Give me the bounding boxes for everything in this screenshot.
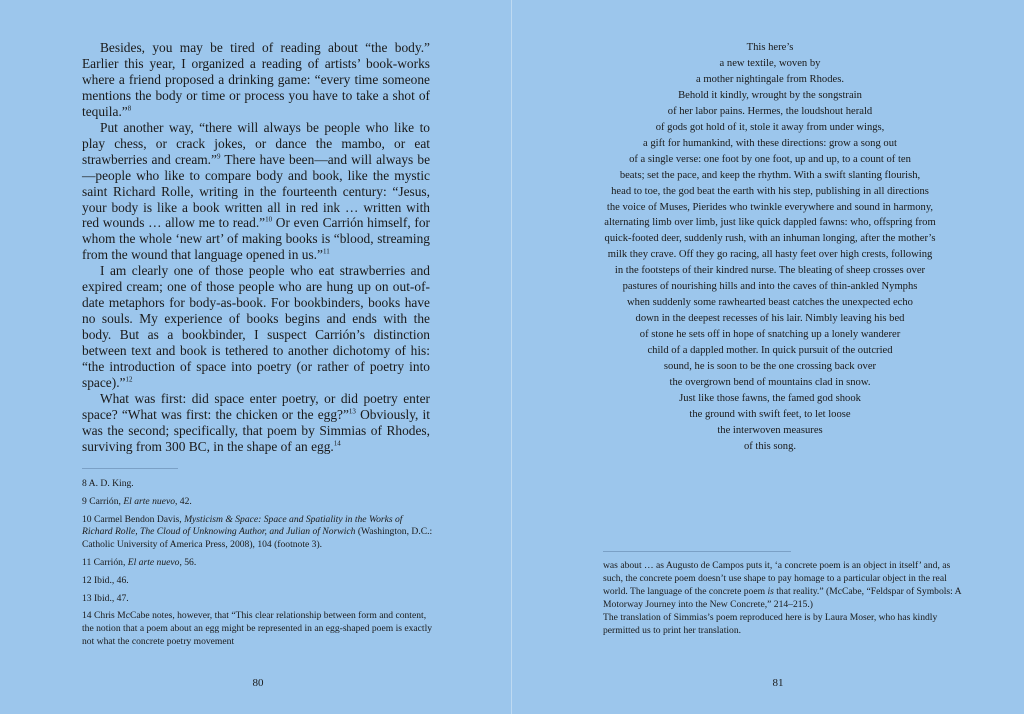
poem-line: of a single verse: one foot by one foot, up and up, to a count of ten [629, 153, 911, 165]
poem-line: beats; set the pace, and keep the rhythm. With a swift slanting flourish, [619, 169, 921, 181]
poem-line: down in the deepest recesses of his lair. Nimbly leaving his bed [635, 313, 905, 325]
poem-line: a mother nightingale from Rhodes. [696, 73, 844, 85]
paragraph-text: Or even Carrión himself, for whom the whole ‘new art’ of making books is “blood, streaming from the wound that language opened in us.” [82, 215, 430, 263]
body-text [82, 40, 430, 455]
page-number: 81 [772, 677, 784, 689]
poem-line: a gift for humankind, with these directions: grow a song out [643, 137, 897, 149]
note-title: Mysticism & Space: Space and Spatiality in the Works of Richard Rolle, The Cloud of Unknowing Author, and Julian of Norwich [82, 513, 403, 538]
footnote-ref[interactable]: 9 [216, 152, 221, 161]
footnote-11 [82, 557, 434, 570]
footnote-ref[interactable]: 13 [348, 407, 356, 416]
footnote-ref[interactable]: 10 [265, 216, 273, 225]
poem-line: milk they crave. Off they go racing, all hasty feet over high crests, following [607, 249, 933, 261]
translation-credit: The translation of Simmias’s poem reproduced here is by Laura Moser, who has kindly permitted us to print her translation. [603, 612, 938, 636]
paragraph-text: What was first: did space enter poetry, or did poetry enter space? “What was first: the chicken or the egg?” [82, 390, 430, 422]
note-text: 11 Carrión, [82, 556, 128, 568]
footnote-14: 14 Chris McCabe notes, however, that “This clear relationship between form and content, the notion that a poem about an egg might be represented in an egg-shaped poem is exactly not what the concrete poetry movement [82, 610, 433, 647]
note-text: , 56. [179, 556, 197, 568]
left-page [0, 0, 511, 714]
note-title: El arte nuevo [123, 495, 175, 507]
footnote-9 [82, 496, 434, 509]
poem-line: a new textile, woven by [719, 57, 821, 69]
note-emphasis: is [767, 586, 774, 597]
right-page [512, 0, 1024, 714]
footnote-ref[interactable]: 11 [322, 247, 330, 256]
poem-line: when suddenly some rawhearted beast catches the unexpected echo [627, 297, 913, 309]
paragraph-1 [82, 40, 430, 120]
footnote-ref[interactable]: 12 [125, 375, 133, 384]
poem-line: pastures of nourishing hills and into the caves of thin-ankled Nymphs [622, 281, 918, 293]
footnote-ref[interactable]: 8 [127, 104, 132, 113]
footnote-divider [82, 468, 178, 469]
poem-line: the voice of Muses, Pierides who twinkle everywhere and sound in harmony, [606, 201, 934, 213]
note-text: , 42. [175, 495, 192, 507]
poem-line: in the footsteps of their kindred nurse. The bleating of sheep crosses over [614, 265, 926, 277]
note-text: 10 Carmel Bendon Davis, [82, 513, 185, 525]
footnote-14-continued [603, 559, 963, 611]
paragraph-3 [82, 263, 430, 391]
poem-line: of stone he sets off in hope of snatching up a lonely wanderer [639, 329, 901, 341]
poem-line: Behold it kindly, wrought by the songstrain [678, 89, 862, 101]
footnote-divider [603, 551, 791, 552]
poem-line: alternating limb over limb, just like quick dappled fawns: who, offspring from [604, 217, 936, 229]
note-text: was about … as Augusto de Campos puts it, ‘a concrete poem is an object in itself’ and, as such, the concrete poem doesn’t use shape to pay homage to a particular object in the real world. The language of the concrete poem [603, 560, 951, 597]
paragraph-text: I am clearly one of those people who eat strawberries and expired cream; one of those people who are hung up on out-of-date metaphors for body-as-book. For bookbinders, books have no souls. My experience of books begins and ends with the body. But as a bookbinder, I suspect Carrión’s distinction between text and book is tethered to another dichotomy of his: “the introduction of space into poetry (or rather of poetry into space).” [82, 263, 430, 391]
poem-line: This here’s [746, 42, 794, 53]
poem-line: sound, he is soon to be the one crossing back over [663, 361, 877, 373]
paragraph-4 [82, 391, 430, 455]
paragraph-text: There have been—and will always be—people who like to compare body and book, like the mystic saint Richard Rolle, writing in the fourteenth century: “Jesus, your body is like a book written all in red ink … written with red wounds … allow me to read.” [82, 151, 431, 231]
note-text: (Washington, D.C.: Catholic University of America Press, 2008), 104 (footnote 3). [82, 526, 433, 551]
note-text: 9 Carrión, [82, 495, 124, 507]
poem-line: Just like those fawns, the famed god shook [679, 392, 861, 404]
egg-poem [552, 40, 988, 455]
note-text: that reality.” (McCabe, “Feldspar of Symbols: A Motorway Journey into the New Concrete,” 214–215.) [603, 586, 962, 610]
poem-line: of this song. [743, 440, 797, 452]
footnote-8: 8 A. D. King. [82, 478, 134, 489]
footnote-ref[interactable]: 14 [333, 439, 341, 448]
footnote-10 [82, 514, 434, 552]
page-number: 80 [252, 677, 264, 689]
poem-line: the overgrown bend of mountains clad in snow. [669, 377, 871, 389]
footnotes [82, 478, 434, 654]
poem-line: of her labor pains. Hermes, the loudshout herald [667, 105, 873, 117]
paragraph-text: Besides, you may be tired of reading about “the body.” Earlier this year, I organized a reading of artists’ book-works where a friend proposed a drinking game: “every time someone mentions the body or time or process you have to take a shot of tequila.” [82, 40, 430, 119]
paragraph-text: Obviously, it was the second; specifically, that poem by Simmias of Rhodes, surviving from 300 BC, in the shape of an egg. [82, 406, 430, 454]
footnote-12: 12 Ibid., 46. [82, 574, 129, 586]
poem-line: quick-footed deer, suddenly rush, with an inhuman longing, after the mother’s [604, 233, 936, 245]
poem-line: the ground with swift feet, to let loose [689, 408, 851, 420]
footnote-13: 13 Ibid., 47. [82, 592, 129, 604]
note-title: El arte nuevo [127, 556, 180, 568]
poem-line: of gods got hold of it, stole it away from under wings, [655, 121, 885, 133]
poem-line: child of a dappled mother. In quick pursuit of the outcried [647, 345, 893, 357]
poem-line: head to toe, the god beat the earth with his step, publishing in all directions [611, 185, 929, 197]
footnote-continuation [603, 559, 963, 637]
poem-line: the interwoven measures [717, 424, 823, 436]
paragraph-2 [82, 120, 430, 264]
paragraph-text: Put another way, “there will always be people who like to play chess, or crack jokes, or dance the mambo, or eat strawberries and cream.” [82, 119, 430, 167]
